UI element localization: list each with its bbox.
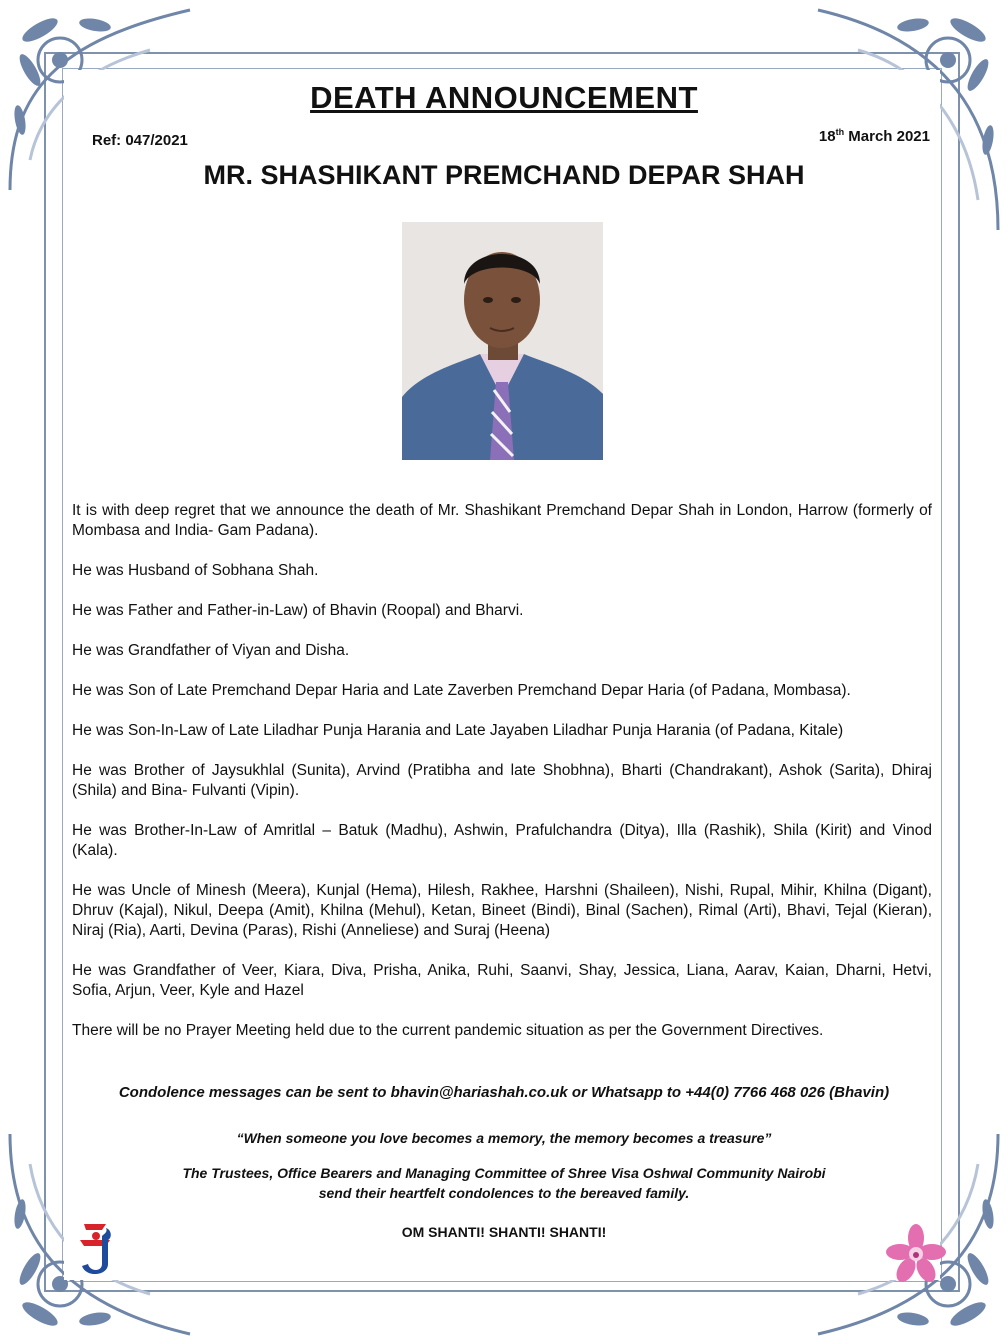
announcement-date (819, 127, 930, 145)
paragraph-brother-in-law: He was Brother-In-Law of Amritlal – Batuk (Madhu), Ashwin, Prafulchandra (Ditya), Illa (Rashik), Shila (Kirit) and Vinod (Kala). (72, 822, 932, 859)
paragraph-grandchildren: He was Grandfather of Veer, Kiara, Diva, Prisha, Anika, Ruhi, Saanvi, Shay, Jessica, Liana, Aarav, Kaian, Dharni, Hetvi, Sofia, Arjun, Veer, Kyle and Hazel (72, 962, 932, 999)
date-suffix: th (835, 127, 845, 137)
oshwal-community-logo (76, 1218, 118, 1280)
date-rest: March 2021 (844, 128, 930, 145)
paragraph-son: He was Son of Late Premchand Depar Haria and Late Zaverben Premchand Depar Haria (of Padana, Mombasa). (72, 682, 851, 699)
paragraph-husband: He was Husband of Sobhana Shah. (72, 562, 319, 579)
paragraph-brother: He was Brother of Jaysukhlal (Sunita), Arvind (Pratibha and late Shobhna), Bharti (Chandrakant), Ashok (Sarita), Dhiraj (Shila) and Bina- Fulvanti (Vipin). (72, 762, 932, 799)
paragraph-son-in-law: He was Son-In-Law of Late Liladhar Punja Harania and Late Jayaben Liladhar Punja Harania (of Padana, Kitale) (72, 722, 844, 739)
deceased-name: MR. SHASHIKANT PREMCHAND DEPAR SHAH (203, 160, 805, 190)
trustees-line-1: The Trustees, Office Bearers and Managing Committee of Shree Visa Oshwal Community Nairobi (182, 1165, 826, 1181)
portrait-photo (402, 222, 603, 460)
trustees-line-2: send their heartfelt condolences to the bereaved family. (318, 1185, 690, 1201)
date-day: 18 (818, 128, 836, 145)
orchid-flower-icon (886, 1224, 946, 1284)
paragraph-intro: It is with deep regret that we announce the death of Mr. Shashikant Premchand Depar Shah in London, Harrow (formerly of Mombasa and India- Gam Padana). (72, 502, 932, 539)
paragraph-father: He was Father and Father-in-Law) of Bhavin (Roopal) and Bharvi. (72, 602, 524, 619)
trustees-message (0, 1163, 1008, 1203)
paragraph-grandfather: He was Grandfather of Viyan and Disha. (72, 642, 350, 659)
paragraph-uncle: He was Uncle of Minesh (Meera), Kunjal (Hema), Hilesh, Rakhee, Harshni (Shaileen), Nishi, Rupal, Mihir, Khilna (Digant), Dhruv (Kajal), Nikul, Deepa (Amit), Khilna (Mehul), Ketan, Bineet (Bindi), Binal (Sachen), Rimal (Arti), Bhavi, Tejal (Kieran), Niraj (Ria), Aarti, Devina (Paras), Rishi (Anneliese) and Suraj (Heena) (72, 882, 932, 939)
paragraph-prayer-meeting: There will be no Prayer Meeting held due to the current pandemic situation as per the Government Directives. (72, 1022, 824, 1039)
om-shanti-text: OM SHANTI! SHANTI! SHANTI! (401, 1224, 607, 1240)
announcement-body (72, 501, 932, 1061)
reference-number: Ref: 047/2021 (92, 132, 188, 149)
memorial-quote: “When someone you love becomes a memory, the memory becomes a treasure” (236, 1130, 772, 1146)
page-title: DEATH ANNOUNCEMENT (310, 80, 698, 115)
condolence-contact: Condolence messages can be sent to bhavin@hariashah.co.uk or Whatsapp to +44(0) 7766 468 026 (Bhavin) (118, 1084, 890, 1101)
